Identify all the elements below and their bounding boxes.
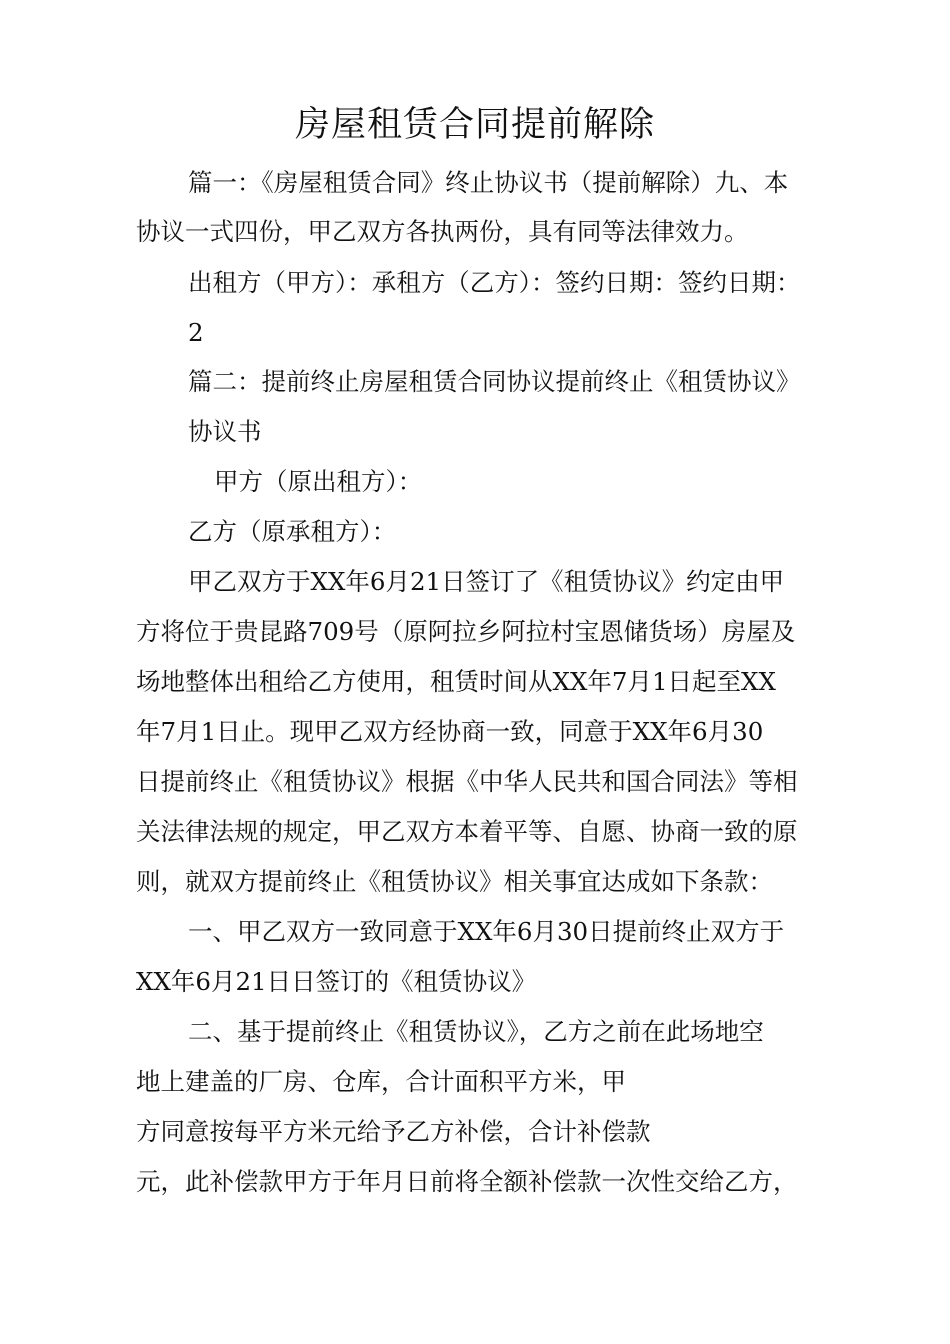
body-line: 甲乙双方于XX年6月21日签订了《租赁协议》约定由甲 [188,567,785,596]
body-line: 方将位于贵昆路709号（原阿拉乡阿拉村宝恩储货场）房屋及 [136,617,796,646]
body-line: 篇二：提前终止房屋租赁合同协议提前终止《租赁协议》 [188,367,801,396]
body-line: 场地整体出租给乙方使用，租赁时间从XX年7月1日起至XX [136,667,776,696]
body-line: XX年6月21日日签订的《租赁协议》 [136,967,537,996]
body-line: 篇一：《房屋租赁合同》终止协议书（提前解除）九、本 [188,168,789,197]
body-line: 关法律法规的规定，甲乙双方本着平等、自愿、协商一致的原 [136,817,798,846]
body-line: 年7月1日止。现甲乙双方经协商一致，同意于XX年6月30 [136,717,764,746]
body-line: 出租方（甲方）：承租方（乙方）：签约日期：签约日期： [188,268,801,297]
body-line: 乙方（原承租方）： [188,517,397,546]
body-line: 协议一式四份，甲乙双方各执两份，具有同等法律效力。 [136,217,749,246]
body-line: 一、甲乙双方一致同意于XX年6月30日提前终止双方于 [188,917,785,946]
body-line: 则，就双方提前终止《租赁协议》相关事宜达成如下条款： [136,867,773,896]
body-line: 日提前终止《租赁协议》根据《中华人民共和国合同法》等相 [136,767,798,796]
body-line: 二、基于提前终止《租赁协议》，乙方之前在此场地空 [188,1017,764,1046]
body-line: 元，此补偿款甲方于年月日前将全额补偿款一次性交给乙方， [136,1167,798,1196]
body-line: 地上建盖的厂房、仓库，合计面积平方米，甲 [136,1067,626,1096]
body-line: 甲方（原出租方）： [214,467,423,496]
body-line: 2 [188,318,204,347]
body-line: 协议书 [188,417,262,446]
document-title: 房屋租赁合同提前解除 [294,105,655,145]
body-line: 方同意按每平方米元给予乙方补偿，合计补偿款 [136,1117,651,1146]
